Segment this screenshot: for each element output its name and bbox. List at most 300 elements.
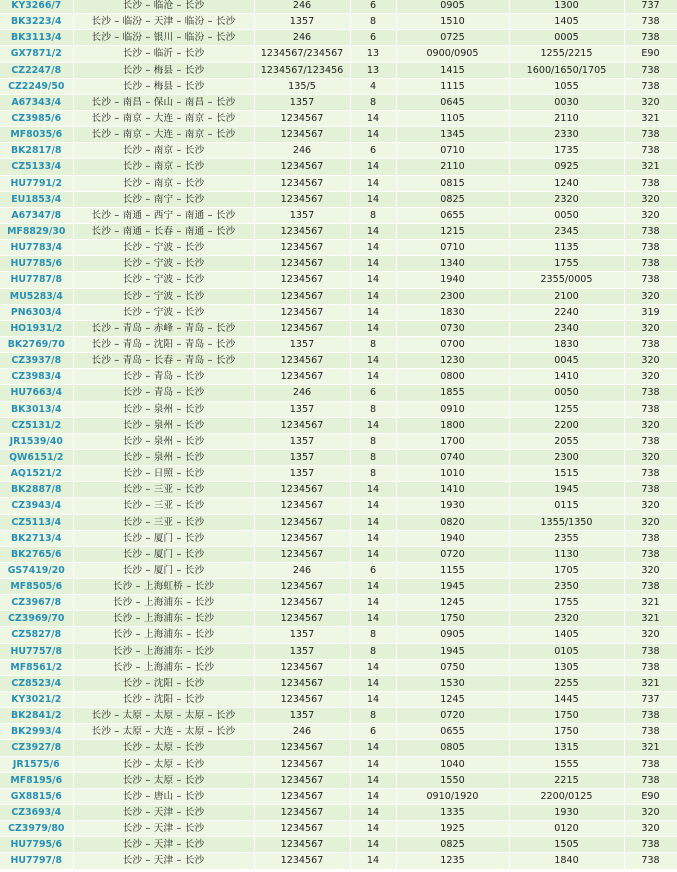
flight-row <box>0 466 677 482</box>
flight-number-cell: CZ8523/4 <box>0 675 73 691</box>
aircraft-type-cell: 738 <box>624 837 677 853</box>
weekly-frequency-cell: 6 <box>350 0 396 14</box>
flight-row <box>0 740 677 756</box>
route-cell: 长沙 – 天津 – 长沙 <box>73 805 254 821</box>
flight-number-cell: KY3266/7 <box>0 0 73 14</box>
flight-row <box>0 240 677 256</box>
departure-time-cell: 0900/0905 <box>396 46 509 62</box>
aircraft-type-cell: 320 <box>624 94 677 110</box>
return-time-cell: 2345 <box>509 223 624 239</box>
route-cell: 长沙 – 临沧 – 长沙 <box>73 0 254 14</box>
return-time-cell: 1445 <box>509 692 624 708</box>
departure-time-cell: 0910 <box>396 401 509 417</box>
weekdays-cell: 1234567 <box>254 853 350 869</box>
return-time-cell: 1750 <box>509 724 624 740</box>
weekly-frequency-cell: 14 <box>350 595 396 611</box>
flight-number-cell: MF8035/6 <box>0 127 73 143</box>
weekly-frequency-cell: 14 <box>350 514 396 530</box>
flight-row <box>0 417 677 433</box>
route-cell: 长沙 – 日照 – 长沙 <box>73 466 254 482</box>
route-cell: 长沙 – 临沂 – 长沙 <box>73 46 254 62</box>
route-cell: 长沙 – 泉州 – 长沙 <box>73 433 254 449</box>
departure-time-cell: 0910/1920 <box>396 788 509 804</box>
weekdays-cell: 246 <box>254 30 350 46</box>
route-cell: 长沙 – 上海浦东 – 长沙 <box>73 659 254 675</box>
flight-number-cell: MF8561/2 <box>0 659 73 675</box>
return-time-cell: 1840 <box>509 853 624 869</box>
weekly-frequency-cell: 14 <box>350 272 396 288</box>
flight-number-cell: BK2841/2 <box>0 708 73 724</box>
flight-row <box>0 191 677 207</box>
weekly-frequency-cell: 6 <box>350 562 396 578</box>
route-cell: 长沙 – 沈阳 – 长沙 <box>73 692 254 708</box>
weekly-frequency-cell: 14 <box>350 530 396 546</box>
aircraft-type-cell: 320 <box>624 191 677 207</box>
departure-time-cell: 1510 <box>396 14 509 30</box>
return-time-cell: 2110 <box>509 110 624 126</box>
flight-number-cell: BK2817/8 <box>0 143 73 159</box>
return-time-cell: 1930 <box>509 805 624 821</box>
return-time-cell: 1300 <box>509 0 624 14</box>
departure-time-cell: 1345 <box>396 127 509 143</box>
return-time-cell: 2320 <box>509 611 624 627</box>
aircraft-type-cell: 320 <box>624 805 677 821</box>
route-cell: 长沙 – 南通 – 西宁 – 南通 – 长沙 <box>73 207 254 223</box>
return-time-cell: 2320 <box>509 191 624 207</box>
flight-number-cell: CZ3967/8 <box>0 595 73 611</box>
weekdays-cell: 1234567 <box>254 740 350 756</box>
route-cell: 长沙 – 上海浦东 – 长沙 <box>73 611 254 627</box>
weekdays-cell: 1234567 <box>254 223 350 239</box>
route-cell: 长沙 – 临汾 – 银川 – 临汾 – 长沙 <box>73 30 254 46</box>
return-time-cell: 0050 <box>509 207 624 223</box>
route-cell: 长沙 – 三亚 – 长沙 <box>73 482 254 498</box>
flight-number-cell: HU7663/4 <box>0 385 73 401</box>
return-time-cell: 2350 <box>509 579 624 595</box>
departure-time-cell: 1410 <box>396 482 509 498</box>
return-time-cell: 2240 <box>509 304 624 320</box>
return-time-cell: 1240 <box>509 175 624 191</box>
weekly-frequency-cell: 14 <box>350 756 396 772</box>
route-cell: 长沙 – 天津 – 长沙 <box>73 853 254 869</box>
flight-row <box>0 256 677 272</box>
route-cell: 长沙 – 南京 – 长沙 <box>73 175 254 191</box>
aircraft-type-cell: 738 <box>624 14 677 30</box>
flight-row <box>0 482 677 498</box>
aircraft-type-cell: 320 <box>624 353 677 369</box>
route-cell: 长沙 – 青岛 – 赤峰 – 青岛 – 长沙 <box>73 320 254 336</box>
flight-number-cell: BK3113/4 <box>0 30 73 46</box>
weekdays-cell: 246 <box>254 385 350 401</box>
departure-time-cell: 1550 <box>396 772 509 788</box>
route-cell: 长沙 – 三亚 – 长沙 <box>73 498 254 514</box>
weekdays-cell: 1234567 <box>254 304 350 320</box>
weekly-frequency-cell: 14 <box>350 256 396 272</box>
weekdays-cell: 1234567 <box>254 417 350 433</box>
departure-time-cell: 1750 <box>396 611 509 627</box>
departure-time-cell: 0725 <box>396 30 509 46</box>
weekdays-cell: 246 <box>254 724 350 740</box>
aircraft-type-cell: 738 <box>624 853 677 869</box>
flight-row <box>0 385 677 401</box>
return-time-cell: 1600/1650/1705 <box>509 62 624 78</box>
aircraft-type-cell: 738 <box>624 78 677 94</box>
route-cell: 长沙 – 青岛 – 长春 – 青岛 – 长沙 <box>73 353 254 369</box>
flight-number-cell: MF8829/30 <box>0 223 73 239</box>
return-time-cell: 1410 <box>509 369 624 385</box>
return-time-cell: 2300 <box>509 449 624 465</box>
flight-row <box>0 756 677 772</box>
aircraft-type-cell: 738 <box>624 127 677 143</box>
flight-row <box>0 546 677 562</box>
aircraft-type-cell: E90 <box>624 46 677 62</box>
aircraft-type-cell: 738 <box>624 62 677 78</box>
departure-time-cell: 0800 <box>396 369 509 385</box>
return-time-cell: 1750 <box>509 708 624 724</box>
weekly-frequency-cell: 14 <box>350 353 396 369</box>
flight-row <box>0 30 677 46</box>
weekdays-cell: 1234567 <box>254 530 350 546</box>
aircraft-type-cell: 320 <box>624 417 677 433</box>
route-cell: 长沙 – 宁波 – 长沙 <box>73 272 254 288</box>
route-cell: 长沙 – 临汾 – 天津 – 临汾 – 长沙 <box>73 14 254 30</box>
weekly-frequency-cell: 8 <box>350 433 396 449</box>
weekdays-cell: 1234567 <box>254 514 350 530</box>
aircraft-type-cell: 320 <box>624 821 677 837</box>
weekdays-cell: 1234567 <box>254 659 350 675</box>
flight-number-cell: BK2887/8 <box>0 482 73 498</box>
weekdays-cell: 1234567 <box>254 805 350 821</box>
return-time-cell: 0005 <box>509 30 624 46</box>
aircraft-type-cell: 320 <box>624 627 677 643</box>
weekly-frequency-cell: 13 <box>350 62 396 78</box>
aircraft-type-cell: 738 <box>624 482 677 498</box>
route-cell: 长沙 – 泉州 – 长沙 <box>73 401 254 417</box>
departure-time-cell: 0825 <box>396 191 509 207</box>
return-time-cell: 2055 <box>509 433 624 449</box>
return-time-cell: 1355/1350 <box>509 514 624 530</box>
route-cell: 长沙 – 唐山 – 长沙 <box>73 788 254 804</box>
weekdays-cell: 1234567 <box>254 692 350 708</box>
flight-number-cell: HU7785/6 <box>0 256 73 272</box>
weekdays-cell: 246 <box>254 143 350 159</box>
flight-row <box>0 449 677 465</box>
weekdays-cell: 1234567 <box>254 175 350 191</box>
aircraft-type-cell: 321 <box>624 159 677 175</box>
weekdays-cell: 1234567 <box>254 546 350 562</box>
return-time-cell: 2355/0005 <box>509 272 624 288</box>
departure-time-cell: 1930 <box>396 498 509 514</box>
aircraft-type-cell: 320 <box>624 320 677 336</box>
aircraft-type-cell: 321 <box>624 110 677 126</box>
departure-time-cell: 1945 <box>396 643 509 659</box>
return-time-cell: 1305 <box>509 659 624 675</box>
weekdays-cell: 1357 <box>254 94 350 110</box>
flight-row <box>0 207 677 223</box>
departure-time-cell: 0805 <box>396 740 509 756</box>
weekdays-cell: 1234567 <box>254 353 350 369</box>
departure-time-cell: 1230 <box>396 353 509 369</box>
flight-row <box>0 514 677 530</box>
flight-number-cell: CZ5131/2 <box>0 417 73 433</box>
return-time-cell: 0030 <box>509 94 624 110</box>
aircraft-type-cell: 321 <box>624 611 677 627</box>
departure-time-cell: 0905 <box>396 627 509 643</box>
route-cell: 长沙 – 南通 – 长春 – 南通 – 长沙 <box>73 223 254 239</box>
route-cell: 长沙 – 太原 – 大连 – 太原 – 长沙 <box>73 724 254 740</box>
return-time-cell: 2355 <box>509 530 624 546</box>
departure-time-cell: 1115 <box>396 78 509 94</box>
return-time-cell: 2200/0125 <box>509 788 624 804</box>
route-cell: 长沙 – 宁波 – 长沙 <box>73 256 254 272</box>
weekdays-cell: 1234567 <box>254 756 350 772</box>
weekdays-cell: 1234567 <box>254 482 350 498</box>
return-time-cell: 1315 <box>509 740 624 756</box>
flight-number-cell: CZ5827/8 <box>0 627 73 643</box>
departure-time-cell: 0655 <box>396 207 509 223</box>
flight-number-cell: BK3223/4 <box>0 14 73 30</box>
weekly-frequency-cell: 14 <box>350 288 396 304</box>
route-cell: 长沙 – 沈阳 – 长沙 <box>73 675 254 691</box>
flight-number-cell: A67347/8 <box>0 207 73 223</box>
departure-time-cell: 0820 <box>396 514 509 530</box>
return-time-cell: 2255 <box>509 675 624 691</box>
return-time-cell: 1755 <box>509 256 624 272</box>
route-cell: 长沙 – 青岛 – 沈阳 – 青岛 – 长沙 <box>73 336 254 352</box>
flight-row <box>0 94 677 110</box>
weekdays-cell: 1234567 <box>254 772 350 788</box>
route-cell: 长沙 – 青岛 – 长沙 <box>73 369 254 385</box>
route-cell: 长沙 – 宁波 – 长沙 <box>73 240 254 256</box>
weekdays-cell: 1234567/123456 <box>254 62 350 78</box>
return-time-cell: 1405 <box>509 627 624 643</box>
weekly-frequency-cell: 14 <box>350 304 396 320</box>
return-time-cell: 0045 <box>509 353 624 369</box>
departure-time-cell: 1800 <box>396 417 509 433</box>
route-cell: 长沙 – 上海浦东 – 长沙 <box>73 627 254 643</box>
flight-row <box>0 788 677 804</box>
weekdays-cell: 1357 <box>254 401 350 417</box>
flight-number-cell: HU7797/8 <box>0 853 73 869</box>
weekdays-cell: 1357 <box>254 449 350 465</box>
flight-row <box>0 320 677 336</box>
return-time-cell: 1735 <box>509 143 624 159</box>
flight-row <box>0 272 677 288</box>
route-cell: 长沙 – 南宁 – 长沙 <box>73 191 254 207</box>
weekly-frequency-cell: 14 <box>350 159 396 175</box>
departure-time-cell: 1415 <box>396 62 509 78</box>
departure-time-cell: 1245 <box>396 692 509 708</box>
departure-time-cell: 0815 <box>396 175 509 191</box>
flight-row <box>0 62 677 78</box>
departure-time-cell: 1105 <box>396 110 509 126</box>
flight-number-cell: BK2993/4 <box>0 724 73 740</box>
flight-number-cell: HU7787/8 <box>0 272 73 288</box>
departure-time-cell: 1335 <box>396 805 509 821</box>
route-cell: 长沙 – 上海浦东 – 长沙 <box>73 643 254 659</box>
route-cell: 长沙 – 太原 – 长沙 <box>73 772 254 788</box>
aircraft-type-cell: 738 <box>624 385 677 401</box>
route-cell: 长沙 – 厦门 – 长沙 <box>73 530 254 546</box>
weekly-frequency-cell: 8 <box>350 627 396 643</box>
flight-number-cell: KY3021/2 <box>0 692 73 708</box>
weekdays-cell: 1234567 <box>254 788 350 804</box>
weekly-frequency-cell: 8 <box>350 401 396 417</box>
weekdays-cell: 1234567 <box>254 272 350 288</box>
departure-time-cell: 1340 <box>396 256 509 272</box>
departure-time-cell: 0740 <box>396 449 509 465</box>
aircraft-type-cell: 738 <box>624 143 677 159</box>
flight-row <box>0 595 677 611</box>
flight-row <box>0 675 677 691</box>
weekly-frequency-cell: 14 <box>350 788 396 804</box>
return-time-cell: 1130 <box>509 546 624 562</box>
weekly-frequency-cell: 14 <box>350 805 396 821</box>
flight-row <box>0 78 677 94</box>
flight-row <box>0 127 677 143</box>
departure-time-cell: 1530 <box>396 675 509 691</box>
aircraft-type-cell: 738 <box>624 175 677 191</box>
flight-row <box>0 433 677 449</box>
flight-row <box>0 837 677 853</box>
weekdays-cell: 1234567 <box>254 159 350 175</box>
flight-row <box>0 304 677 320</box>
route-cell: 长沙 – 太原 – 太原 – 太原 – 长沙 <box>73 708 254 724</box>
weekdays-cell: 1357 <box>254 643 350 659</box>
weekdays-cell: 1357 <box>254 14 350 30</box>
flight-number-cell: BK3013/4 <box>0 401 73 417</box>
flight-number-cell: EU1853/4 <box>0 191 73 207</box>
flight-row <box>0 288 677 304</box>
weekly-frequency-cell: 14 <box>350 740 396 756</box>
departure-time-cell: 0710 <box>396 240 509 256</box>
flight-number-cell: CZ2249/50 <box>0 78 73 94</box>
flight-number-cell: CZ3927/8 <box>0 740 73 756</box>
return-time-cell: 1405 <box>509 14 624 30</box>
route-cell: 长沙 – 泉州 – 长沙 <box>73 449 254 465</box>
flight-row <box>0 110 677 126</box>
aircraft-type-cell: 738 <box>624 724 677 740</box>
weekdays-cell: 1234567 <box>254 288 350 304</box>
route-cell: 长沙 – 太原 – 长沙 <box>73 756 254 772</box>
weekly-frequency-cell: 6 <box>350 724 396 740</box>
weekdays-cell: 1234567 <box>254 821 350 837</box>
aircraft-type-cell: 738 <box>624 401 677 417</box>
flight-row <box>0 223 677 239</box>
departure-time-cell: 1830 <box>396 304 509 320</box>
flight-number-cell: CZ3693/4 <box>0 805 73 821</box>
weekdays-cell: 1234567 <box>254 256 350 272</box>
route-cell: 长沙 – 青岛 – 长沙 <box>73 385 254 401</box>
return-time-cell: 1135 <box>509 240 624 256</box>
flight-number-cell: CZ3985/6 <box>0 110 73 126</box>
flight-row <box>0 692 677 708</box>
departure-time-cell: 0730 <box>396 320 509 336</box>
weekly-frequency-cell: 14 <box>350 579 396 595</box>
weekly-frequency-cell: 14 <box>350 853 396 869</box>
weekly-frequency-cell: 14 <box>350 127 396 143</box>
flight-number-cell: JR1539/40 <box>0 433 73 449</box>
weekly-frequency-cell: 14 <box>350 417 396 433</box>
weekdays-cell: 1357 <box>254 207 350 223</box>
flight-row <box>0 498 677 514</box>
flight-number-cell: AQ1521/2 <box>0 466 73 482</box>
flight-row <box>0 401 677 417</box>
flight-row <box>0 159 677 175</box>
return-time-cell: 0925 <box>509 159 624 175</box>
flight-row <box>0 175 677 191</box>
flight-row <box>0 14 677 30</box>
aircraft-type-cell: 321 <box>624 675 677 691</box>
return-time-cell: 1555 <box>509 756 624 772</box>
weekly-frequency-cell: 14 <box>350 240 396 256</box>
flight-number-cell: CZ3943/4 <box>0 498 73 514</box>
departure-time-cell: 0710 <box>396 143 509 159</box>
weekly-frequency-cell: 6 <box>350 30 396 46</box>
weekdays-cell: 1357 <box>254 336 350 352</box>
weekly-frequency-cell: 14 <box>350 191 396 207</box>
weekly-frequency-cell: 8 <box>350 643 396 659</box>
route-cell: 长沙 – 南昌 – 保山 – 南昌 – 长沙 <box>73 94 254 110</box>
weekly-frequency-cell: 14 <box>350 821 396 837</box>
departure-time-cell: 1700 <box>396 433 509 449</box>
weekdays-cell: 1234567 <box>254 675 350 691</box>
departure-time-cell: 0905 <box>396 0 509 14</box>
return-time-cell: 0105 <box>509 643 624 659</box>
weekly-frequency-cell: 14 <box>350 675 396 691</box>
aircraft-type-cell: 737 <box>624 692 677 708</box>
weekly-frequency-cell: 8 <box>350 336 396 352</box>
flight-row <box>0 627 677 643</box>
weekdays-cell: 1234567 <box>254 611 350 627</box>
departure-time-cell: 0700 <box>396 336 509 352</box>
flight-row <box>0 724 677 740</box>
flight-row <box>0 805 677 821</box>
departure-time-cell: 1940 <box>396 530 509 546</box>
flight-row <box>0 143 677 159</box>
aircraft-type-cell: 320 <box>624 449 677 465</box>
flight-row <box>0 530 677 546</box>
route-cell: 长沙 – 太原 – 长沙 <box>73 740 254 756</box>
aircraft-type-cell: 737 <box>624 0 677 14</box>
weekdays-cell: 135/5 <box>254 78 350 94</box>
return-time-cell: 2330 <box>509 127 624 143</box>
aircraft-type-cell: 321 <box>624 595 677 611</box>
flight-row <box>0 46 677 62</box>
flight-row <box>0 0 677 14</box>
flight-number-cell: CZ5133/4 <box>0 159 73 175</box>
weekdays-cell: 1234567 <box>254 369 350 385</box>
flight-number-cell: BK2769/70 <box>0 336 73 352</box>
weekly-frequency-cell: 8 <box>350 14 396 30</box>
return-time-cell: 1515 <box>509 466 624 482</box>
departure-time-cell: 0645 <box>396 94 509 110</box>
aircraft-type-cell: 738 <box>624 643 677 659</box>
weekdays-cell: 1234567 <box>254 110 350 126</box>
return-time-cell: 0050 <box>509 385 624 401</box>
weekly-frequency-cell: 8 <box>350 207 396 223</box>
flight-number-cell: CZ3937/8 <box>0 353 73 369</box>
aircraft-type-cell: 738 <box>624 708 677 724</box>
aircraft-type-cell: E90 <box>624 788 677 804</box>
weekdays-cell: 1234567/234567 <box>254 46 350 62</box>
flight-number-cell: CZ3969/70 <box>0 611 73 627</box>
weekly-frequency-cell: 14 <box>350 611 396 627</box>
weekdays-cell: 1357 <box>254 433 350 449</box>
return-time-cell: 1255 <box>509 401 624 417</box>
flight-number-cell: QW6151/2 <box>0 449 73 465</box>
flight-number-cell: PN6303/4 <box>0 304 73 320</box>
